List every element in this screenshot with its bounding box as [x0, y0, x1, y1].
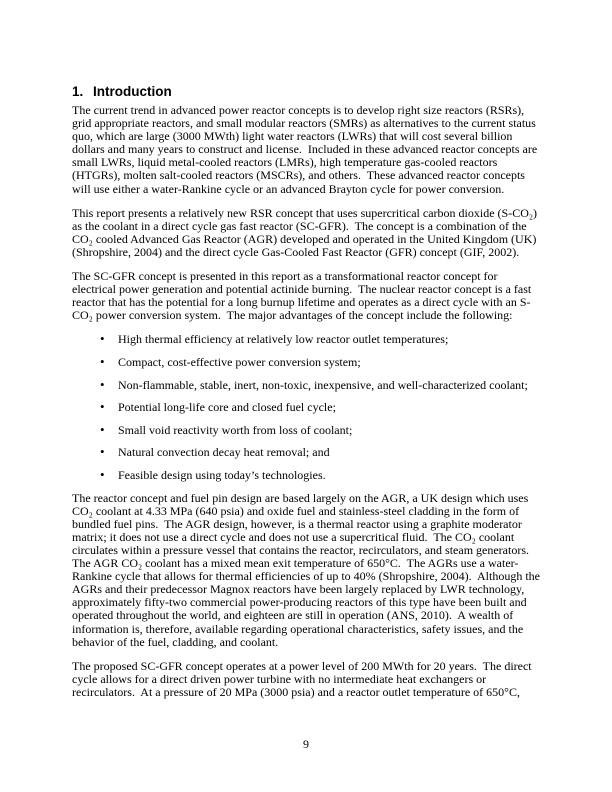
bullet-item: • Compact, cost-effective power conversion system;	[118, 356, 540, 369]
section-heading	[72, 84, 540, 99]
page-number: 9	[303, 737, 309, 751]
bullet-item: • Natural convection decay heat removal; and	[118, 446, 540, 459]
document-body	[72, 84, 543, 710]
section-title: Introduction	[93, 84, 172, 99]
bullet-item: • Feasible design using today’s technologies.	[118, 469, 540, 482]
paragraph-proposed-concept: The proposed SC-GFR concept operates at a power level of 200 MWth for 20 years. The direct cycle allows for a direct driven power turbine with no intermediate heat exchangers or recirculators. At a pressure of 20 MPa (3000 psia) and a reactor outlet temperature of 650°C,	[72, 658, 535, 699]
paragraph-report-concept: This report presents a relatively new RSR concept that uses supercritical carbon dioxide (S-CO₂) as the coolant in a direct cycle gas fast reactor (SC-GFR). The concept is a combination of the CO₂ cooled Advanced Gas Reactor (AGR) developed and operated in the United Kingdom (UK) (Shropshire, 2004) and the direct cycle Gas-Cooled Fast Reactor (GFR) concept (GIF, 2002).	[72, 205, 541, 259]
bullet-item: • Non-flammable, stable, inert, non-toxic, inexpensive, and well-characterized coolant;	[118, 379, 540, 392]
bullet-item: • Small void reactivity worth from loss of coolant;	[118, 424, 540, 437]
section-number: 1.	[72, 84, 84, 99]
paragraph-agr-basis: The reactor concept and fuel pin design are based largely on the AGR, a UK design which uses CO₂ coolant at 4.33 MPa (640 psia) and oxide fuel and stainless-steel cladding in the form of bundled fuel pins. The AGR design, however, is a thermal reactor using a graphite moderator matrix; it does not use a direct cycle and does not use a supercritical fluid. The CO₂ coolant circulates within a pressure vessel that contains the reactor, recirculators, and steam generators. The AGR CO₂ coolant has a mixed mean exit temperature of 650°C. The AGRs use a water-Rankine cycle that allows for thermal efficiencies of up to 40% (Shropshire, 2004). Although the AGRs and their predecessor Magnox reactors have been largely replaced by LWR technology, approximately fifty-two commercial power-producing reactors of this type have been built and operated throughout the world, and eighteen are still in operation (ANS, 2010). A wealth of information is, therefore, available regarding operational characteristics, safety issues, and the behavior of the fuel, cladding, and coolant.	[72, 490, 543, 649]
advantages-bullet-list	[72, 333, 540, 482]
bullet-item: • Potential long-life core and closed fuel cycle;	[118, 401, 540, 414]
bullet-item: • High thermal efficiency at relatively low reactor outlet temperatures;	[118, 333, 540, 346]
paragraph-intro-trend: The current trend in advanced power reactor concepts is to develop right size reactors (RSRs), grid appropriate reactors, and small modular reactors (SMRs) as alternatives to the current status quo, which are large (3000 MWth) light water reactors (LWRs) that will cost several billion dollars and many years to construct and license. Included in these advanced reactor concepts are small LWRs, liquid metal-cooled reactors (LMRs), high temperature gas-cooled reactors (HTGRs), molten salt-cooled reactors (MSCRs), and others. These advanced reactor concepts will use either a water-Rankine cycle or an advanced Brayton cycle for power conversion.	[72, 103, 541, 196]
paragraph-scgfr-overview: The SC-GFR concept is presented in this report as a transformational reactor concept for electrical power generation and potential actinide burning. The nuclear reactor concept is a fast reactor that has the potential for a long burnup lifetime and operates as a direct cycle with an S-CO₂ power conversion system. The major advantages of the concept include the following:	[72, 269, 535, 323]
